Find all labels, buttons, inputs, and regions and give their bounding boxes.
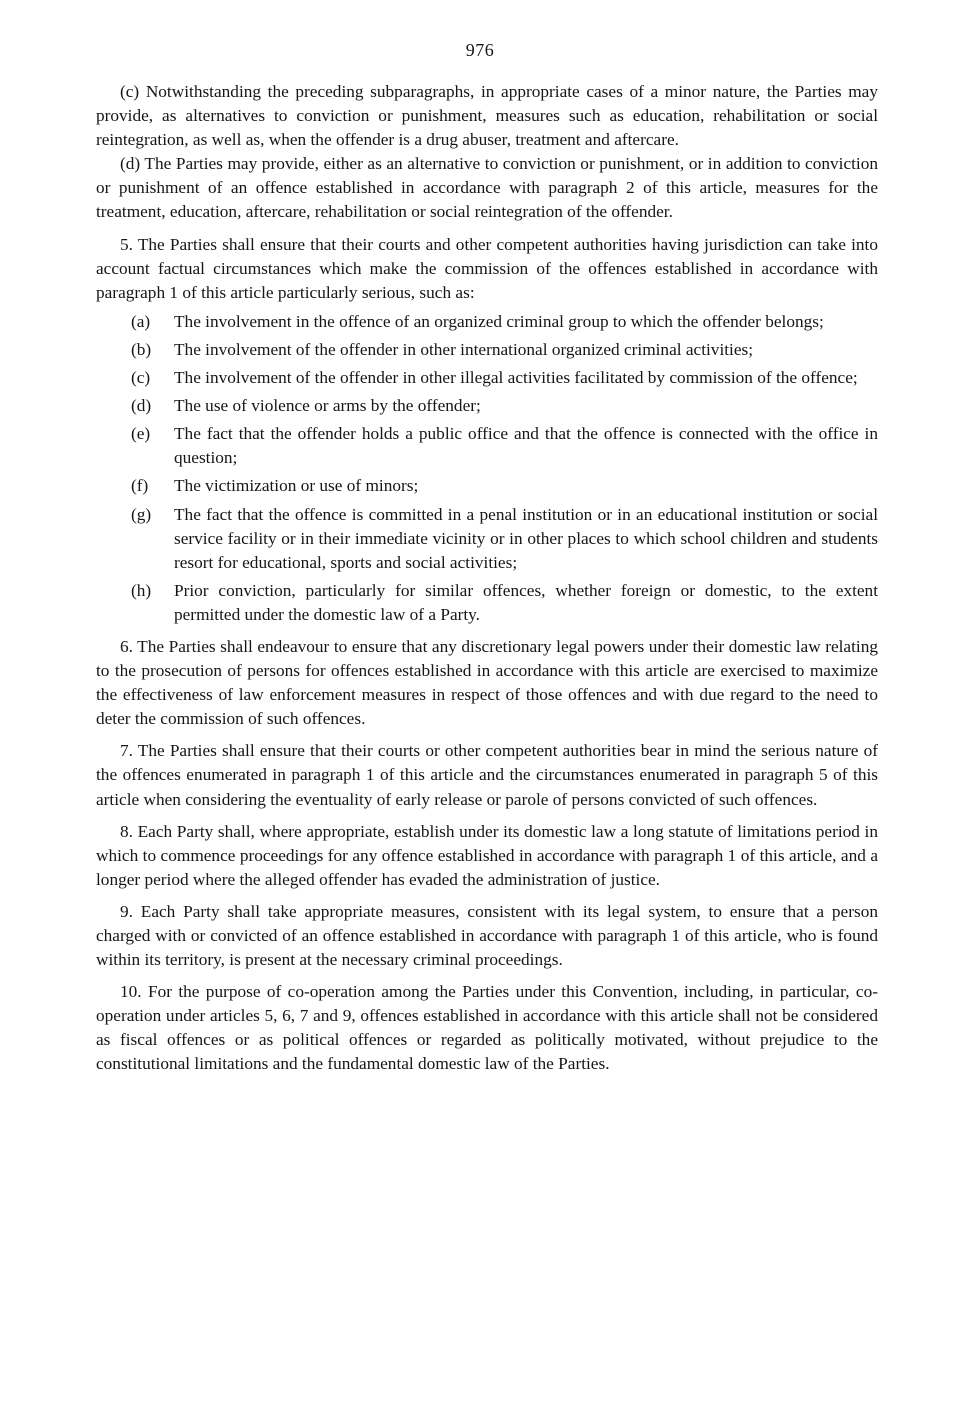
paragraph-8: 8. Each Party shall, where appropriate, establish under its domestic law a long statute of limitations period in which to commence proceedings for any offence established in accordance with paragraph 1 of this article, and a longer period where the alleged offender has evaded the administration of justice.	[96, 821, 878, 889]
list-item-label: (f)	[131, 476, 149, 496]
paragraph-6: 6. The Parties shall endeavour to ensure that any discretionary legal powers under their domestic law relating to the prosecution of persons for offences established in accordance with this article are exercised to maximize the effectiveness of law enforcement measures in respect of those offences and with due regard to the need to deter the commission of such offences.	[96, 636, 878, 729]
list-item-label: (a)	[131, 311, 151, 331]
list-item	[96, 310, 878, 334]
paragraph-10: 10. For the purpose of co-operation among the Parties under this Convention, including, in particular, co-operation under articles 5, 6, 7 and 9, offences established in accordance with this article shall not be considered as fiscal offences or as political offences or regarded as politically motivated, without prejudice to the constitutional limitations and the fundamental domestic law of the Parties.	[96, 982, 878, 1074]
list-item-text: The victimization or use of minors;	[174, 476, 419, 496]
list-item	[96, 394, 878, 418]
list-item-label: (b)	[131, 339, 152, 359]
page-number: 976	[465, 40, 495, 60]
paragraph-5: 5. The Parties shall ensure that their courts and other competent authorities having jurisdiction can take into account factual circumstances which make the commission of the offences established in accordance with paragraph 1 of this article particularly serious, such as:	[96, 234, 878, 302]
list-item-text: The fact that the offence is committed in a penal institution or in an educational institution or social service facility or in their immediate vicinity or in other places to which school children and students resort for educational, sports and social activities;	[174, 504, 878, 572]
list-item-text: The involvement of the offender in other international organized criminal activities;	[174, 339, 754, 359]
paragraph-7: 7. The Parties shall ensure that their courts or other competent authorities bear in mind the serious nature of the offences enumerated in paragraph 1 of this article and the circumstances enumerated in paragraph 5 of this article when considering the eventuality of early release or parole of persons convicted of such offences.	[96, 741, 878, 809]
list-item-text: The involvement in the offence of an organized criminal group to which the offender belongs;	[174, 311, 824, 331]
list-item-label: (h)	[131, 580, 152, 600]
list-item-text: The involvement of the offender in other illegal activities facilitated by commission of the offence;	[174, 368, 858, 388]
list-item-text: The use of violence or arms by the offender;	[174, 396, 481, 416]
list-item-label: (g)	[131, 504, 152, 524]
list-item	[96, 579, 878, 627]
list-item-label: (d)	[131, 396, 152, 416]
list-item	[96, 422, 878, 470]
list-item	[96, 338, 878, 362]
paragraph-9: 9. Each Party shall take appropriate measures, consistent with its legal system, to ensure that a person charged with or convicted of an offence established in accordance with paragraph 1 of this article, who is found within its territory, is present at the necessary criminal proceedings.	[96, 901, 878, 970]
list-item	[96, 503, 878, 575]
list-item-label: (e)	[131, 424, 151, 444]
paragraph-5-list	[96, 310, 878, 627]
list-item	[96, 366, 878, 390]
paragraph-4d: (d) The Parties may provide, either as an alternative to conviction or punishment, or in addition to conviction or punishment of an offence established in accordance with paragraph 2 of this article, measures for the treatment, education, aftercare, rehabilitation or social reintegration of the offender.	[96, 154, 878, 222]
list-item-text: The fact that the offender holds a public office and that the offence is connected with the office in question;	[174, 424, 878, 468]
list-item-text: Prior conviction, particularly for similar offences, whether foreign or domestic, to the extent permitted under the domestic law of a Party.	[174, 580, 878, 624]
paragraph-4c: (c) Notwithstanding the preceding subparagraphs, in appropriate cases of a minor nature, the Parties may provide, as alternatives to conviction or punishment, measures such as education, rehabilitation or social reintegration, as well as, when the offender is a drug abuser, treatment and aftercare.	[96, 82, 878, 150]
document-body	[96, 80, 878, 1077]
list-item-label: (c)	[131, 368, 151, 388]
list-item	[96, 474, 878, 498]
